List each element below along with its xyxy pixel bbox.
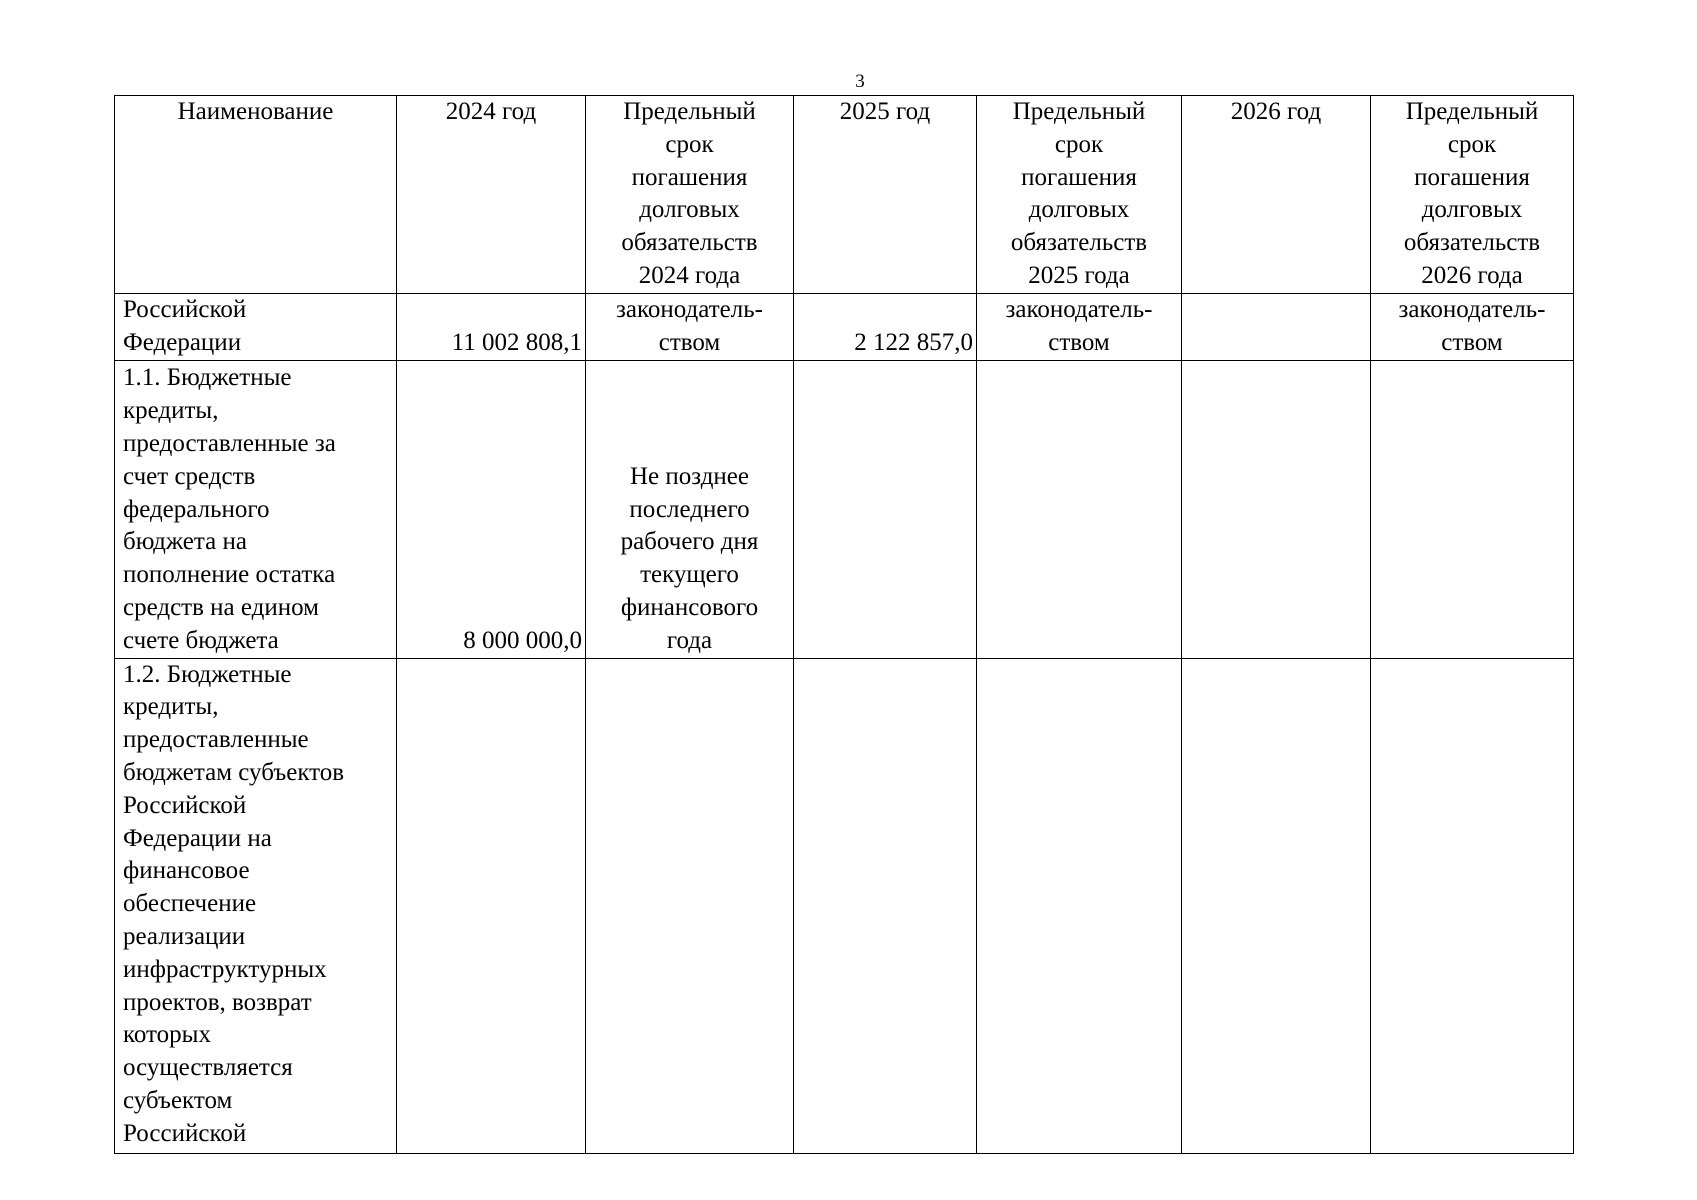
deadline-2026 bbox=[1371, 658, 1574, 1153]
table-row bbox=[115, 658, 1574, 1153]
value-2025 bbox=[794, 360, 977, 658]
col-header-deadline-2025: Предельный срок погашения долговых обязательств 2025 года bbox=[977, 96, 1182, 294]
col-header-2025: 2025 год bbox=[794, 96, 977, 294]
col-header-name: Наименование bbox=[115, 96, 397, 294]
value-2026 bbox=[1182, 658, 1371, 1153]
row-name: 1.1. Бюджетные кредиты, предоставленные за счет средств федерального бюджета на пополнение остатка средств на едином счете бюджета bbox=[115, 360, 397, 658]
deadline-2025 bbox=[977, 658, 1182, 1153]
value-2025: 2 122 857,0 bbox=[794, 294, 977, 361]
value-2026 bbox=[1182, 294, 1371, 361]
deadline-2024 bbox=[586, 658, 794, 1153]
value-2024 bbox=[397, 658, 586, 1153]
deadline-2026 bbox=[1371, 360, 1574, 658]
row-name: 1.2. Бюджетные кредиты, предоставленные бюджетам субъектов Российской Федерации на финансовое обеспечение реализации инфраструктурных проектов, возврат которых осуществляется субъектом Российской bbox=[115, 658, 397, 1153]
value-2024: 8 000 000,0 bbox=[397, 360, 586, 658]
col-header-2024: 2024 год bbox=[397, 96, 586, 294]
value-2025 bbox=[794, 658, 977, 1153]
table-row bbox=[115, 294, 1574, 361]
deadline-2025 bbox=[977, 360, 1182, 658]
value-2026 bbox=[1182, 360, 1371, 658]
deadline-2024: Не позднее последнего рабочего дня текущего финансового года bbox=[586, 360, 794, 658]
row-name: Российской Федерации bbox=[115, 294, 397, 361]
value-2024: 11 002 808,1 bbox=[397, 294, 586, 361]
col-header-deadline-2026: Предельный срок погашения долговых обязательств 2026 года bbox=[1371, 96, 1574, 294]
deadline-2025: законодатель- ством bbox=[977, 294, 1182, 361]
header-row bbox=[115, 96, 1574, 294]
table-row bbox=[115, 360, 1574, 658]
page-number: 3 bbox=[855, 71, 865, 92]
debt-obligations-table bbox=[114, 95, 1574, 1154]
col-header-2026: 2026 год bbox=[1182, 96, 1371, 294]
deadline-2026: законодатель- ством bbox=[1371, 294, 1574, 361]
deadline-2024: законодатель- ством bbox=[586, 294, 794, 361]
col-header-deadline-2024: Предельный срок погашения долговых обязательств 2024 года bbox=[586, 96, 794, 294]
